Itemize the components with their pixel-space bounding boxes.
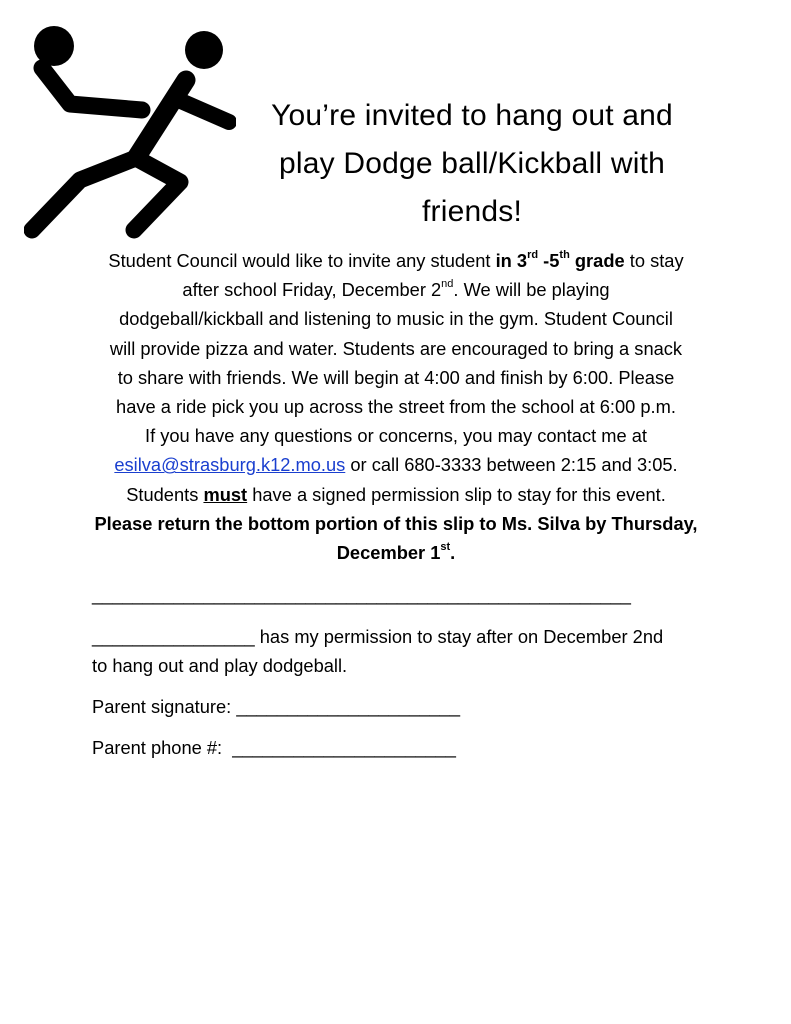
contact-email-link[interactable]: esilva@strasburg.k12.mo.us	[114, 454, 346, 476]
invitation-body	[88, 246, 704, 567]
deadline-text: December 1	[336, 542, 441, 564]
title-line: You’re invited to hang out and	[271, 99, 673, 132]
title-line: friends!	[422, 195, 522, 228]
body-line: to share with friends. We will begin at 4:00 and finish by 6:00. Please	[117, 366, 675, 388]
return-deadline	[88, 538, 704, 567]
grade-text: in 3	[495, 250, 528, 271]
body-line: dodgeball/kickball and listening to music in the gym. Student Council	[119, 308, 673, 330]
grade-text: -5	[538, 250, 560, 271]
body-line: If you have any questions or concerns, you may contact me at	[145, 425, 647, 447]
body-line: have a ride pick you up across the street from the school at 6:00 p.m.	[116, 396, 676, 418]
body-text: Students	[126, 483, 204, 505]
body-line	[88, 480, 704, 509]
body-text: Student Council would like to invite any student	[108, 250, 496, 271]
parent-phone-blank: ______________________	[232, 737, 456, 758]
body-line	[88, 450, 704, 479]
body-line	[88, 275, 704, 304]
body-text: . We will be playing	[453, 279, 610, 301]
title-line: play Dodge ball/Kickball with	[278, 147, 665, 180]
parent-signature-blank: ______________________	[236, 696, 460, 717]
body-text: or call 680-3333 between 2:15 and 3:05.	[345, 454, 678, 476]
spacer	[92, 721, 712, 733]
lower-arm-shape	[174, 98, 229, 122]
back-leg-shape	[32, 158, 136, 230]
cut-here-line: _____________________________________________________	[92, 584, 631, 605]
body-line	[88, 246, 704, 275]
ordinal-suffix: st	[440, 540, 451, 553]
ordinal-suffix: th	[559, 248, 570, 261]
ordinal-suffix: rd	[527, 248, 539, 261]
permission-statement	[92, 622, 712, 651]
body-line: will provide pizza and water. Students are encouraged to bring a snack	[109, 337, 683, 359]
invitation-title	[252, 92, 692, 236]
front-leg-shape	[134, 158, 180, 230]
parent-signature-row	[92, 692, 712, 721]
body-text: to stay	[624, 250, 684, 271]
body-text: have a signed permission slip to stay for this event.	[247, 483, 666, 505]
student-name-blank: ________________	[92, 626, 255, 647]
permission-statement-continued: to hang out and play dodgeball.	[92, 655, 348, 676]
ordinal-suffix: nd	[441, 278, 454, 291]
permission-slip	[92, 622, 712, 762]
spacer	[92, 680, 712, 692]
permission-text: has my permission to stay after on December 2nd	[254, 626, 664, 647]
grade-range	[496, 250, 625, 271]
head-shape	[185, 31, 223, 69]
return-instruction: Please return the bottom portion of this slip to Ms. Silva by Thursday,	[94, 512, 698, 534]
emphasis-must: must	[203, 483, 248, 505]
deadline-text: .	[450, 542, 456, 564]
parent-phone-label: Parent phone #:	[92, 737, 233, 758]
dodgeball-player-stick-figure-icon	[24, 18, 236, 240]
parent-phone-row	[92, 733, 712, 762]
grade-text: grade	[569, 250, 625, 271]
raised-arm-shape	[42, 68, 142, 110]
parent-signature-label: Parent signature:	[92, 696, 237, 717]
body-text: after school Friday, December 2	[182, 279, 442, 301]
